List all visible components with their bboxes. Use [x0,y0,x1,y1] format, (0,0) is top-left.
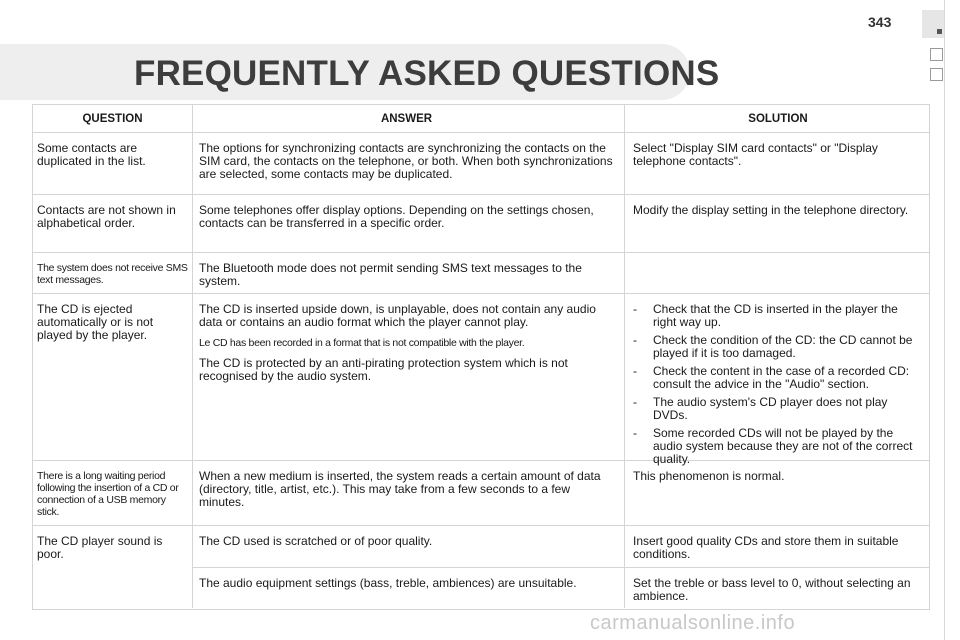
answer-text: When a new medium is inserted, the system reads a certain amount of data (directory, title, artist, etc.). This may take from a few seconds to a few minutes. [199,469,601,509]
list-item: - Check that the CD is inserted in the player the right way up. [633,302,898,329]
answer-text: The Bluetooth mode does not permit sending SMS text messages to the system. [199,261,582,288]
table-subrow [193,568,929,608]
answer-cell [193,133,625,194]
page-corner-tab [922,10,944,38]
table-subrow [193,526,929,568]
table-row [33,253,929,294]
question-cell: The CD player sound is poor. [33,526,193,608]
table-row [33,461,929,526]
solution-cell [625,253,929,293]
page-title: FREQUENTLY ASKED QUESTIONS [134,54,720,93]
answer-cell [193,568,625,608]
answer-text: Le CD has been recorded in a format that is not compatible with the player. [199,337,525,349]
answer-text: The CD is protected by an anti-pirating protection system which is not recognised by the audio system. [199,356,568,383]
table-row [33,195,929,253]
solution-cell: Set the treble or bass level to 0, without selecting an ambience. [633,576,911,603]
answer-text: The audio equipment settings (bass, treble, ambiences) are unsuitable. [199,576,577,590]
side-strip [944,0,960,640]
solution-list [633,303,923,466]
solution-cell: Insert good quality CDs and store them in suitable conditions. [633,534,899,561]
list-item: - The audio system's CD player does not play DVDs. [633,395,888,422]
question-cell: The system does not receive SMS text messages. [33,253,193,293]
table-row [33,294,929,466]
faq-table [32,104,930,610]
corner-square-icon [937,29,942,34]
list-item: - Check the content in the case of a recorded CD: consult the advice in the "Audio" section. [633,364,910,391]
answer-cell [193,253,625,293]
side-box-icon [930,68,943,81]
answer-cell [193,461,625,525]
answer-text: The options for synchronizing contacts are synchronizing the contacts on the SIM card, the contacts on the telephone, or both. When both synchronizations are selected, some contacts may be duplicated. [199,141,613,181]
header-question: QUESTION [33,105,193,132]
question-cell: Contacts are not shown in alphabetical order. [33,195,193,252]
question-cell: Some contacts are duplicated in the list. [33,133,193,194]
answer-text: The CD is inserted upside down, is unplayable, does not contain any audio data or contains an audio format which the player cannot play. [199,302,596,329]
answer-cell [193,294,625,460]
page-number: 343 [868,14,892,30]
solution-cell: This phenomenon is normal. [633,469,785,483]
watermark: carmanualsonline.info [590,612,796,634]
side-box-icon [930,48,943,61]
question-cell: The CD is ejected automatically or is not played by the player. [33,294,193,460]
question-cell: There is a long waiting period following the insertion of a CD or connection of a USB memory stick. [33,461,193,525]
solution-cell: Modify the display setting in the telephone directory. [633,203,909,217]
header-solution: SOLUTION [748,113,808,125]
header-answer: ANSWER [193,105,625,132]
table-header-row [33,105,929,133]
table-row [33,133,929,195]
list-item: - Check the condition of the CD: the CD cannot be played if it is too damaged. [633,333,913,360]
answer-cell [193,195,625,252]
solution-cell: Select "Display SIM card contacts" or "Display telephone contacts". [633,141,878,168]
list-item: - Some recorded CDs will not be played by the audio system because they are not of the correct quality. [633,426,913,466]
answer-cell [193,526,625,567]
answer-text: The CD used is scratched or of poor quality. [199,534,433,548]
solution-cell [625,294,929,466]
answer-text: Some telephones offer display options. Depending on the settings chosen, contacts can be transferred in a specific order. [199,203,594,230]
